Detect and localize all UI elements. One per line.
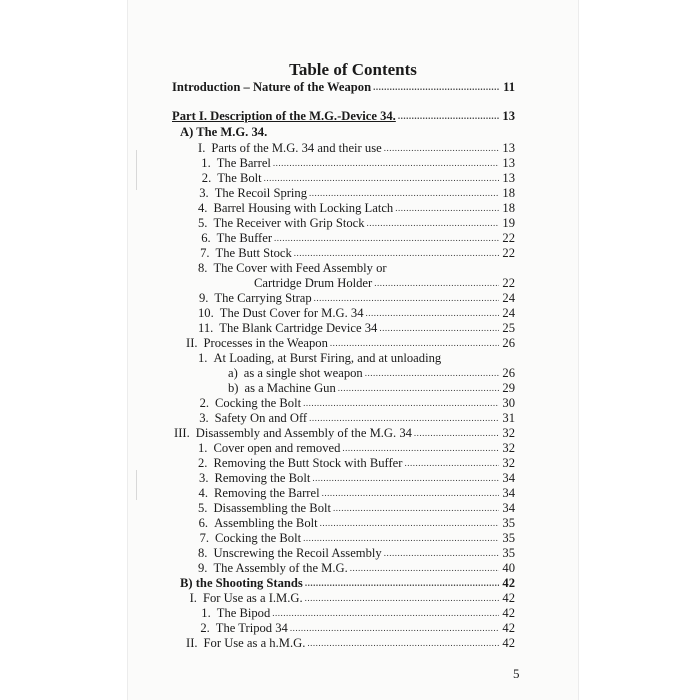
dot-leader bbox=[303, 395, 499, 411]
toc-entry-page: 29 bbox=[502, 381, 515, 395]
toc-entry-title: The Cover with Feed Assembly or bbox=[213, 261, 387, 275]
dot-leader bbox=[404, 455, 499, 471]
toc-entry-number: 2. bbox=[201, 171, 212, 185]
toc-entry-number: 3. bbox=[199, 411, 209, 425]
toc-entry-title: Cartridge Drum Holder bbox=[254, 276, 373, 290]
toc-entry bbox=[198, 230, 515, 246]
toc-entry-page: 13 bbox=[502, 156, 515, 170]
toc-entry-title: Disassembling the Bolt bbox=[213, 501, 331, 515]
dot-leader bbox=[373, 79, 499, 95]
dot-leader bbox=[305, 590, 499, 606]
toc-entry-title: At Loading, at Burst Firing, and at unloading bbox=[213, 351, 442, 365]
toc-entry-number: 10. bbox=[198, 306, 214, 320]
toc-entry bbox=[198, 140, 515, 156]
toc-entry-number: II. bbox=[186, 636, 198, 650]
dot-leader bbox=[272, 605, 499, 621]
toc-entry-page: 18 bbox=[502, 201, 515, 215]
dot-leader bbox=[398, 108, 499, 124]
toc-entry-title: The Bolt bbox=[217, 171, 262, 185]
toc-entry-page: 34 bbox=[502, 501, 515, 515]
dot-leader bbox=[367, 215, 499, 231]
toc-entry-title: Barrel Housing with Locking Latch bbox=[213, 201, 394, 215]
dot-leader bbox=[273, 155, 499, 171]
toc-entry-number: 2. bbox=[200, 621, 210, 635]
toc-entry bbox=[198, 410, 515, 426]
toc-entry-number: 9. bbox=[198, 561, 208, 575]
toc-entry bbox=[198, 350, 515, 366]
toc-entry-page: 34 bbox=[502, 486, 515, 500]
dot-leader bbox=[338, 380, 499, 396]
toc-entry-page: 35 bbox=[502, 531, 515, 545]
dot-leader bbox=[384, 140, 499, 156]
toc-entry-title: A) The M.G. 34. bbox=[180, 125, 268, 139]
dot-leader bbox=[342, 440, 499, 456]
dot-leader bbox=[330, 335, 499, 351]
toc-entry bbox=[198, 455, 515, 471]
toc-entry-page: 42 bbox=[502, 591, 515, 605]
toc-entry-number: 3. bbox=[199, 186, 209, 200]
toc-entry-number: 9. bbox=[198, 291, 209, 305]
toc-entry bbox=[228, 380, 515, 396]
toc-entry-page: 42 bbox=[502, 621, 515, 635]
dot-leader bbox=[350, 560, 499, 576]
toc-entry bbox=[186, 635, 515, 651]
toc-entry-number: 8. bbox=[198, 546, 208, 560]
toc-entry-title: Removing the Barrel bbox=[213, 486, 320, 500]
toc-entry-number: III. bbox=[174, 426, 190, 440]
toc-entry-title: Assembling the Bolt bbox=[214, 516, 318, 530]
toc-entry bbox=[198, 485, 515, 501]
toc-entry-number: 7. bbox=[200, 246, 210, 260]
toc-entry-title: Cocking the Bolt bbox=[215, 531, 302, 545]
toc-entry-title: The Receiver with Grip Stock bbox=[213, 216, 365, 230]
toc-entry-title: The Tripod 34 bbox=[215, 621, 288, 635]
toc-entry bbox=[198, 215, 515, 231]
toc-entry-number: b) bbox=[228, 381, 239, 395]
toc-entry-title: Unscrewing the Recoil Assembly bbox=[213, 546, 382, 560]
toc-entry-page: 22 bbox=[502, 246, 515, 260]
toc-entry bbox=[180, 575, 515, 591]
page-number: 5 bbox=[513, 666, 520, 681]
toc-entry-title: Cover open and removed bbox=[213, 441, 341, 455]
toc-entry-page: 32 bbox=[502, 441, 515, 455]
toc-entry-number: 1. bbox=[201, 606, 211, 620]
toc-entry-page: 13 bbox=[502, 109, 515, 123]
toc-entry bbox=[198, 470, 515, 486]
toc-entry-page: 34 bbox=[502, 471, 515, 485]
toc-entry-page: 31 bbox=[502, 411, 515, 425]
toc-entry-title: Processes in the Weapon bbox=[203, 336, 328, 350]
toc-entry-number: a) bbox=[228, 366, 238, 380]
toc-entry-page: 13 bbox=[502, 171, 515, 185]
dot-leader bbox=[274, 230, 499, 246]
toc-entry bbox=[198, 530, 515, 546]
toc-entry-number: 1. bbox=[198, 351, 208, 365]
toc-entry-number: 8. bbox=[198, 261, 208, 275]
toc-entry bbox=[198, 170, 515, 186]
toc-entry-page: 26 bbox=[502, 366, 515, 380]
toc-entry-title: The Carrying Strap bbox=[214, 291, 312, 305]
dot-leader bbox=[305, 575, 499, 591]
toc-entry bbox=[198, 200, 515, 216]
toc-entry bbox=[180, 124, 515, 140]
dot-leader bbox=[366, 305, 499, 321]
toc-entry-number: 1. bbox=[198, 441, 208, 455]
toc-entry-title: Removing the Butt Stock with Buffer bbox=[213, 456, 403, 470]
toc-entry bbox=[198, 290, 515, 306]
dot-leader bbox=[303, 530, 499, 546]
dot-leader bbox=[322, 485, 499, 501]
toc-entry-number: I. bbox=[198, 141, 206, 155]
toc-entry bbox=[198, 440, 515, 456]
dot-leader bbox=[314, 290, 499, 306]
toc-entry bbox=[198, 560, 515, 576]
toc-entry bbox=[198, 320, 515, 336]
toc-entry-page: 42 bbox=[502, 576, 515, 590]
dot-leader bbox=[379, 320, 499, 336]
toc-entry-page: 24 bbox=[502, 306, 515, 320]
toc-entry-title: as a single shot weapon bbox=[243, 366, 363, 380]
toc-entry bbox=[186, 590, 515, 606]
dot-leader bbox=[384, 545, 499, 561]
toc-entry-page: 13 bbox=[502, 141, 515, 155]
toc-entry bbox=[198, 305, 515, 321]
toc-entry-page: 19 bbox=[502, 216, 515, 230]
toc-entry-number: 4. bbox=[198, 486, 208, 500]
toc-entry bbox=[228, 365, 515, 381]
dot-leader bbox=[264, 170, 499, 186]
toc-entry-page: 26 bbox=[502, 336, 515, 350]
dot-leader bbox=[320, 515, 499, 531]
toc-entry-page: 35 bbox=[502, 516, 515, 530]
toc-entry-title: The Butt Stock bbox=[215, 246, 292, 260]
toc-entry-title: The Buffer bbox=[216, 231, 273, 245]
toc-entry-title: For Use as a I.M.G. bbox=[202, 591, 303, 605]
toc-entry-title: The Recoil Spring bbox=[214, 186, 308, 200]
toc-entry-page: 35 bbox=[502, 546, 515, 560]
dot-leader bbox=[294, 245, 499, 261]
dot-leader bbox=[365, 365, 499, 381]
toc-entry-title: Cocking the Bolt bbox=[215, 396, 302, 410]
toc-entry-number: 4. bbox=[198, 201, 208, 215]
toc-entry-title: For Use as a h.M.G. bbox=[203, 636, 306, 650]
toc-entry bbox=[198, 605, 515, 621]
toc-entry bbox=[186, 335, 515, 351]
toc-entry-title: The Barrel bbox=[216, 156, 271, 170]
dot-leader bbox=[309, 185, 499, 201]
toc-entry bbox=[174, 425, 515, 441]
toc-entry-page: 40 bbox=[502, 561, 515, 575]
toc-entry bbox=[198, 515, 515, 531]
toc-entry bbox=[172, 79, 515, 95]
toc-entry-title: Safety On and Off bbox=[214, 411, 308, 425]
toc-entry-page: 42 bbox=[502, 636, 515, 650]
toc-entry-page: 22 bbox=[502, 231, 515, 245]
dot-leader bbox=[290, 620, 499, 636]
toc-entry-page: 22 bbox=[502, 276, 515, 290]
dot-leader bbox=[414, 425, 499, 441]
toc-entry-page: 18 bbox=[502, 186, 515, 200]
toc-entry-number: 11. bbox=[198, 321, 214, 335]
toc-entry-number: 5. bbox=[198, 501, 208, 515]
toc-entry-page: 32 bbox=[502, 456, 515, 470]
toc-entry bbox=[198, 500, 515, 516]
toc-entry-title: Introduction – Nature of the Weapon bbox=[172, 80, 372, 94]
toc-entry-title: The Dust Cover for M.G. 34 bbox=[219, 306, 364, 320]
toc-entry bbox=[198, 620, 515, 636]
toc-entry bbox=[198, 155, 515, 171]
toc-entry-title: Disassembly and Assembly of the M.G. 34 bbox=[195, 426, 412, 440]
toc-entry-number: 1. bbox=[201, 156, 211, 170]
toc-entry-number: I. bbox=[189, 591, 197, 605]
toc-entry-title: The Bipod bbox=[216, 606, 271, 620]
toc-entry-number: 5. bbox=[198, 216, 208, 230]
toc-entry-page: 11 bbox=[503, 80, 515, 94]
dot-leader bbox=[307, 635, 499, 651]
toc-entry-page: 30 bbox=[502, 396, 515, 410]
toc-entry-number: 2. bbox=[198, 456, 208, 470]
toc-entry-title: B) the Shooting Stands bbox=[180, 576, 303, 590]
toc-entry-title: The Blank Cartridge Device 34 bbox=[219, 321, 378, 335]
toc-entry-title: The Assembly of the M.G. bbox=[213, 561, 348, 575]
toc-entry bbox=[254, 275, 515, 291]
toc-entry-page: 42 bbox=[502, 606, 515, 620]
toc-entry-page: 25 bbox=[502, 321, 515, 335]
toc-entry-number: 6. bbox=[198, 516, 209, 530]
dot-leader bbox=[312, 470, 499, 486]
toc-entry-number: II. bbox=[186, 336, 198, 350]
page-title: Table of Contents bbox=[289, 60, 417, 79]
toc-entry-page: 32 bbox=[502, 426, 515, 440]
toc-entry-number: 2. bbox=[199, 396, 210, 410]
toc-entry-title: Parts of the M.G. 34 and their use bbox=[211, 141, 382, 155]
toc-entry-title: as a Machine Gun bbox=[244, 381, 336, 395]
toc-entry-title: Removing the Bolt bbox=[214, 471, 311, 485]
toc-entry-number: 6. bbox=[201, 231, 211, 245]
toc-entry-number: 7. bbox=[199, 531, 210, 545]
toc-entry bbox=[172, 108, 515, 124]
toc-entry-page: 24 bbox=[502, 291, 515, 305]
toc-entry bbox=[198, 545, 515, 561]
dot-leader bbox=[309, 410, 499, 426]
dot-leader bbox=[333, 500, 499, 516]
toc-entry-number: 3. bbox=[199, 471, 209, 485]
dot-leader bbox=[395, 200, 499, 216]
toc-entry-title: Part I. Description of the M.G.-Device 34. bbox=[172, 109, 396, 123]
toc-entry bbox=[198, 395, 515, 411]
dot-leader bbox=[374, 275, 499, 291]
toc-entry bbox=[198, 260, 515, 276]
toc-entry bbox=[198, 245, 515, 261]
toc-entry bbox=[198, 185, 515, 201]
